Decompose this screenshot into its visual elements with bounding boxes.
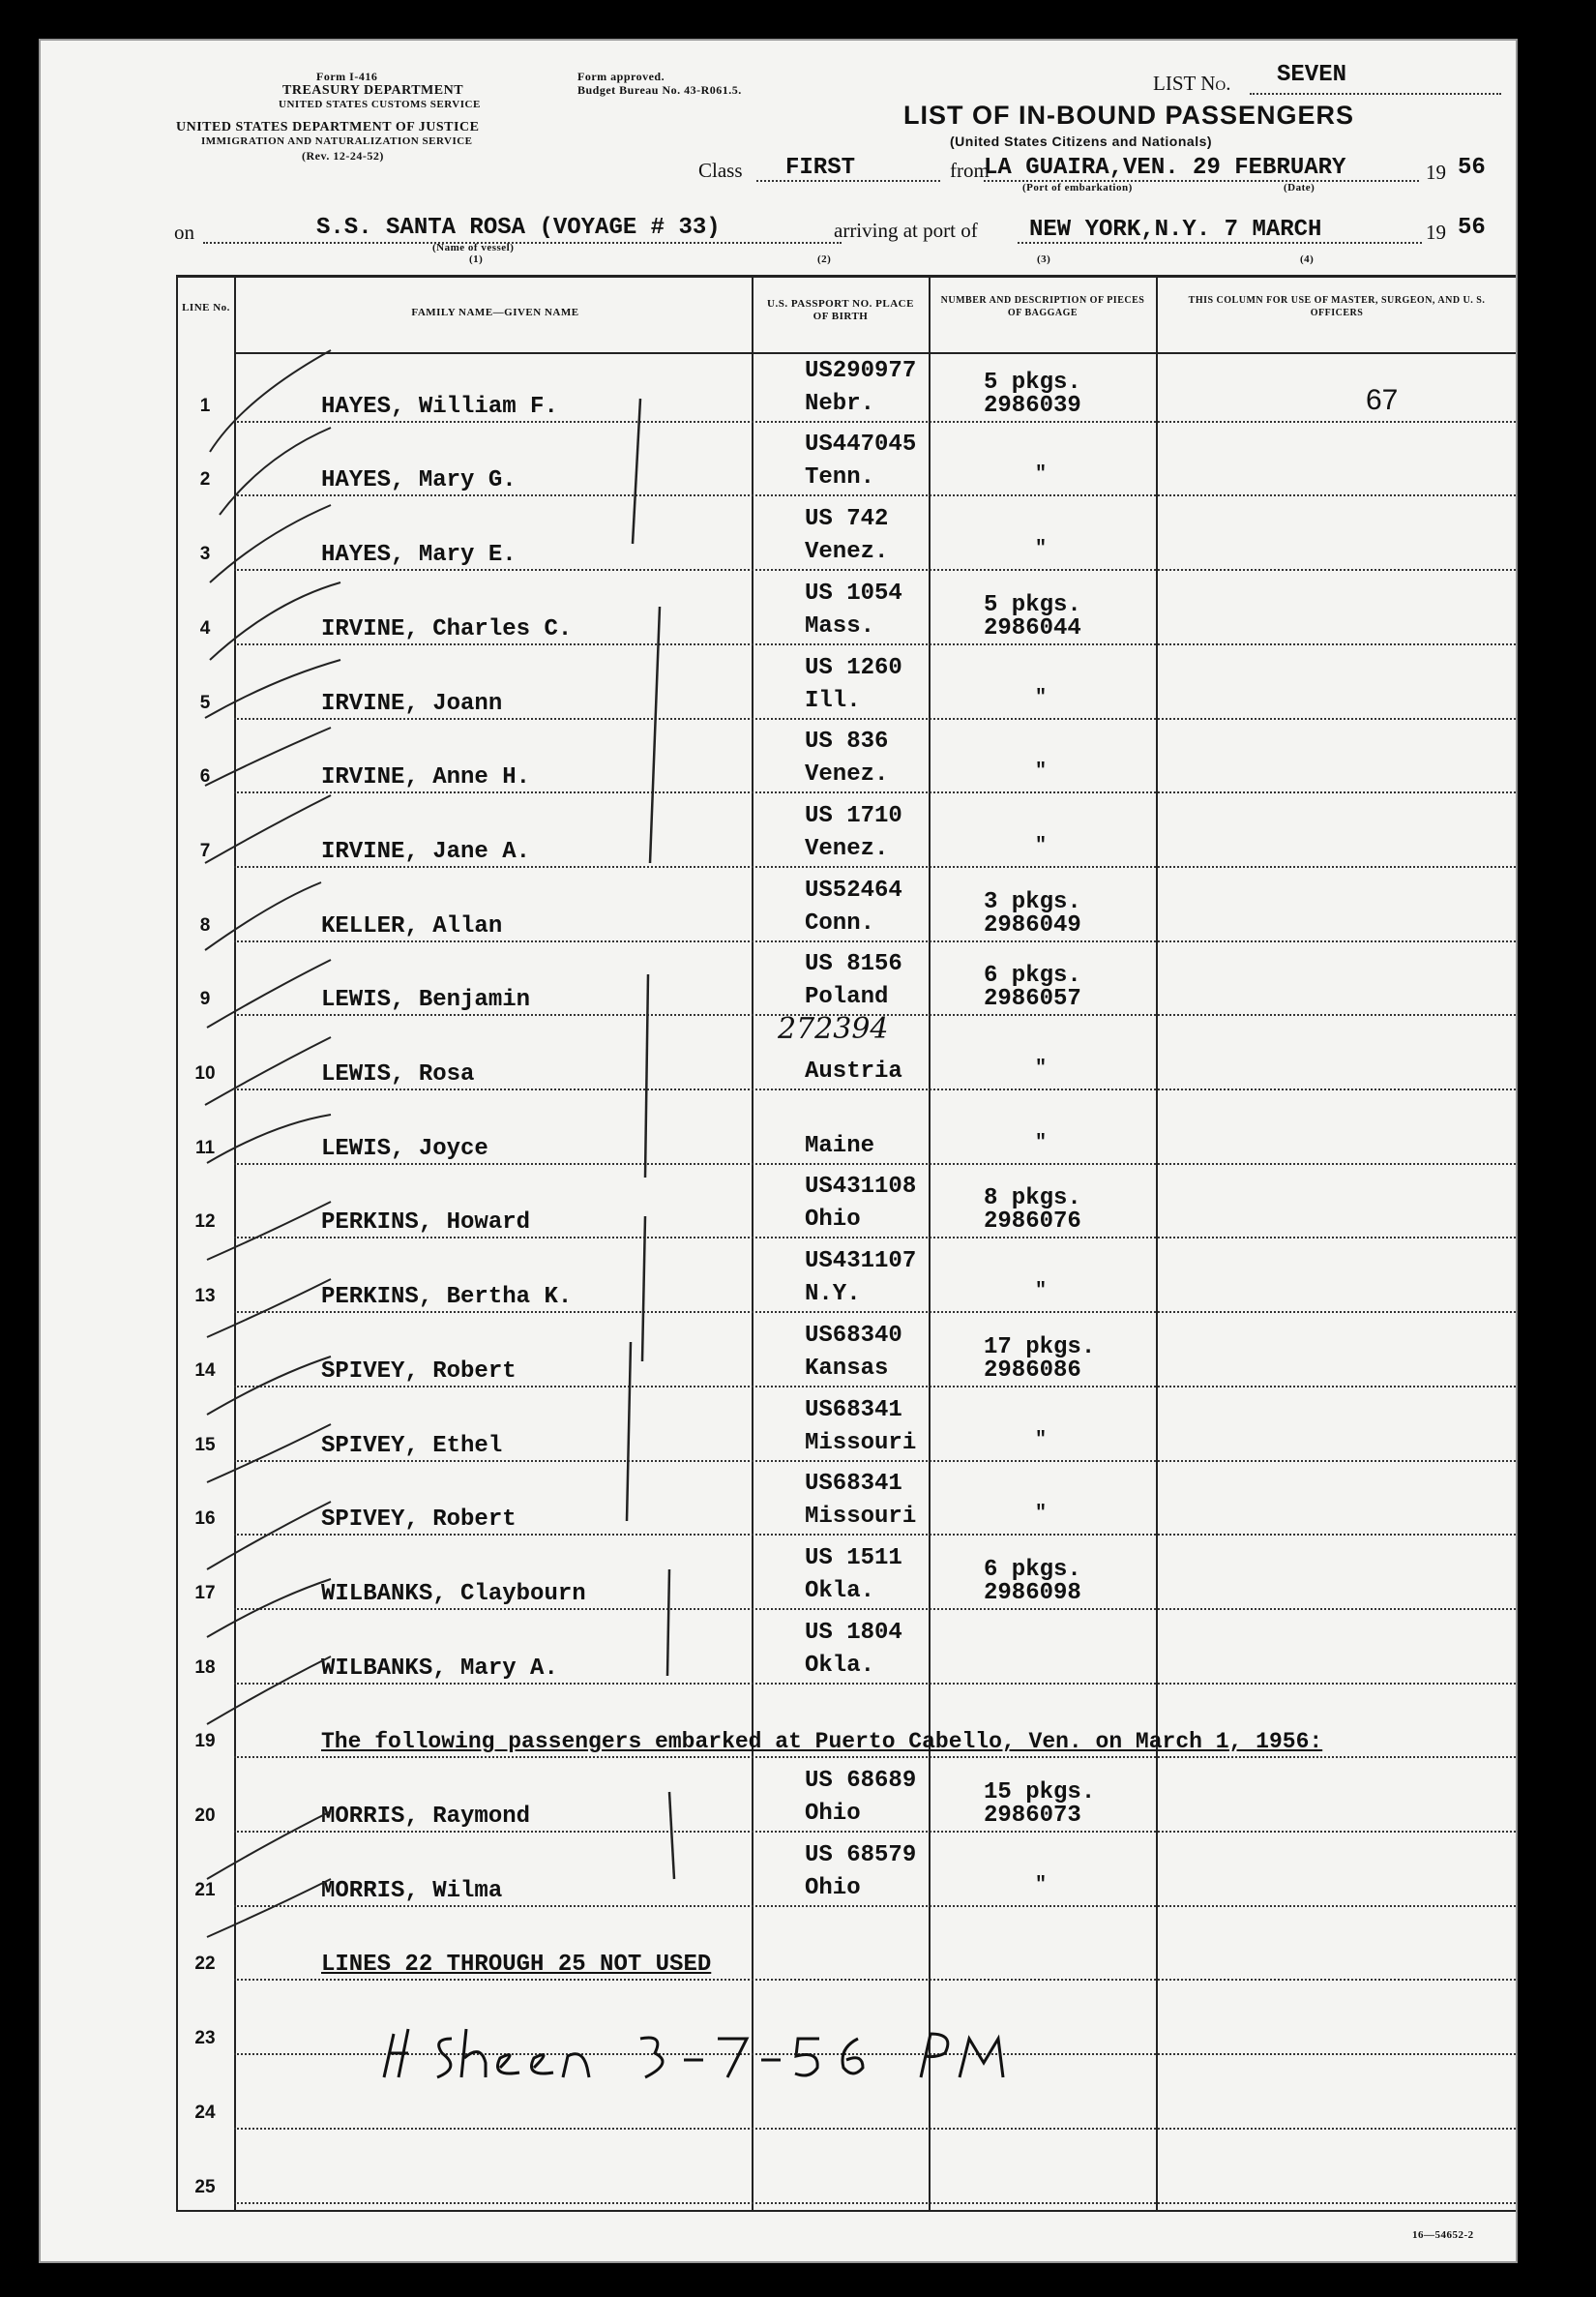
place-of-birth: Okla. <box>805 1577 875 1604</box>
row-line-number: 3 <box>199 544 211 565</box>
row-line-number: 9 <box>199 989 211 1010</box>
footer-code: 16—54652-2 <box>1412 2229 1474 2241</box>
ditto-mark: " <box>1035 1058 1048 1080</box>
row-line-number: 21 <box>194 1879 216 1900</box>
dept-immigration: IMMIGRATION AND NATURALIZATION SERVICE <box>201 135 473 147</box>
row-line-number: 10 <box>194 1063 216 1084</box>
row-line-number: 18 <box>194 1656 216 1678</box>
on-label: on <box>174 221 194 244</box>
passport-number: US 8156 <box>805 951 902 978</box>
passenger-name: SPIVEY, Robert <box>321 1506 517 1534</box>
place-of-birth: Nebr. <box>805 390 875 417</box>
vessel-value: S.S. SANTA ROSA (VOYAGE # 33) <box>316 215 721 241</box>
row-line-number: 8 <box>199 914 211 936</box>
row-line-number: 2 <box>199 469 211 491</box>
dept-customs: UNITED STATES CUSTOMS SERVICE <box>279 99 481 110</box>
caption-3: (3) <box>1037 254 1051 265</box>
baggage-tag-number: 2986076 <box>984 1208 1081 1236</box>
list-no-value: SEVEN <box>1277 62 1347 88</box>
passenger-name: HAYES, Mary G. <box>321 467 517 494</box>
row-line-number: 22 <box>194 1954 216 1975</box>
passport-number: US 68579 <box>805 1841 917 1868</box>
caption-1: (1) <box>469 254 484 265</box>
passenger-name: PERKINS, Bertha K. <box>321 1284 573 1311</box>
place-of-birth: Missouri <box>805 1504 917 1531</box>
arriving-label: arriving at port of <box>834 219 978 242</box>
port-embark-caption: (Port of embarkation) <box>1022 182 1133 194</box>
place-of-birth: Venez. <box>805 761 889 789</box>
passenger-name: IRVINE, Anne H. <box>321 764 531 791</box>
row-line-number: 13 <box>194 1286 216 1307</box>
row-line-number: 11 <box>194 1137 216 1158</box>
year-prefix-2: 19 <box>1426 221 1446 244</box>
place-of-birth: Tenn. <box>805 464 875 492</box>
budget-bureau: Budget Bureau No. 43-R061.5. <box>577 83 742 97</box>
form-title: LIST OF IN-BOUND PASSENGERS <box>903 101 1355 130</box>
row-line-number: 1 <box>199 395 211 416</box>
place-of-birth: N.Y. <box>805 1281 861 1308</box>
place-of-birth: Ohio <box>805 1801 861 1827</box>
passport-number: US 1710 <box>805 802 902 829</box>
place-of-birth: Okla. <box>805 1652 875 1679</box>
baggage-count: 6 pkgs. <box>984 963 1081 990</box>
col-header-officers: THIS COLUMN FOR USE OF MASTER, SURGEON, AND U. S. OFFICERS <box>1188 295 1486 318</box>
passenger-name: WILBANKS, Claybourn <box>321 1580 586 1607</box>
passenger-name: SPIVEY, Robert <box>321 1357 517 1385</box>
baggage-count: 8 pkgs. <box>984 1185 1081 1212</box>
unused-lines-note: LINES 22 THROUGH 25 NOT USED <box>321 1952 712 1979</box>
list-no-label: LIST No. <box>1153 72 1231 95</box>
row-line-number: 4 <box>199 617 211 639</box>
passport-number: US 836 <box>805 729 889 756</box>
arriving-value: NEW YORK,N.Y. 7 MARCH <box>1029 217 1322 243</box>
passenger-name: WILBANKS, Mary A. <box>321 1655 558 1682</box>
col-header-baggage: NUMBER AND DESCRIPTION OF PIECES OF BAGGAGE <box>940 295 1145 318</box>
passport-number: US68340 <box>805 1322 902 1349</box>
baggage-count: 5 pkgs. <box>984 369 1081 396</box>
ditto-mark: " <box>1035 1280 1048 1303</box>
row-line-number: 7 <box>199 840 211 861</box>
class-value: FIRST <box>785 155 856 181</box>
place-of-birth: Austria <box>805 1059 902 1085</box>
year-prefix-1: 19 <box>1426 161 1446 184</box>
date-caption: (Date) <box>1284 182 1315 194</box>
baggage-count: 5 pkgs. <box>984 591 1081 618</box>
baggage-tag-number: 2986057 <box>984 986 1081 1013</box>
place-of-birth: Ohio <box>805 1207 861 1234</box>
from-label: from <box>950 159 990 182</box>
row-line-number: 15 <box>194 1434 216 1455</box>
class-label: Class <box>698 159 743 182</box>
ditto-mark: " <box>1035 686 1048 709</box>
passport-number: US 742 <box>805 506 889 533</box>
ditto-mark: " <box>1035 463 1048 487</box>
ditto-mark: " <box>1035 1503 1048 1526</box>
place-of-birth: Venez. <box>805 539 889 566</box>
place-of-birth: Mass. <box>805 612 875 640</box>
place-of-birth: Kansas <box>805 1355 889 1382</box>
passport-number: US68341 <box>805 1471 902 1498</box>
place-of-birth: Ill. <box>805 687 861 714</box>
form-approved: Form approved. <box>577 70 665 83</box>
passport-number: US68341 <box>805 1396 902 1423</box>
row-line-number: 12 <box>194 1211 216 1233</box>
baggage-tag-number: 2986073 <box>984 1803 1081 1829</box>
baggage-tag-number: 2986049 <box>984 911 1081 939</box>
passport-number: US 68689 <box>805 1768 917 1794</box>
ditto-mark: " <box>1035 761 1048 784</box>
col-header-passport: U.S. PASSPORT NO. PLACE OF BIRTH <box>767 298 914 322</box>
form-subtitle: (United States Citizens and Nationals) <box>950 134 1213 149</box>
ditto-mark: " <box>1035 1428 1048 1451</box>
caption-2: (2) <box>817 254 832 265</box>
row-line-number: 23 <box>194 2028 216 2049</box>
passenger-name: MORRIS, Raymond <box>321 1804 531 1830</box>
passenger-name: SPIVEY, Ethel <box>321 1432 503 1459</box>
signature-drawing <box>365 2010 1042 2087</box>
place-of-birth: Missouri <box>805 1429 917 1456</box>
ditto-mark: " <box>1035 1873 1048 1896</box>
baggage-count: 17 pkgs. <box>984 1333 1096 1360</box>
row-line-number: 19 <box>194 1731 216 1752</box>
passport-number: US 1804 <box>805 1619 902 1646</box>
passport-number: US52464 <box>805 877 902 904</box>
passenger-name: LEWIS, Joyce <box>321 1135 488 1162</box>
year-value-1: 56 <box>1458 155 1486 181</box>
passport-number: US290977 <box>805 357 917 384</box>
passenger-name: IRVINE, Charles C. <box>321 615 573 642</box>
revision-date: (Rev. 12-24-52) <box>302 149 384 163</box>
officer-mark: 67 <box>1366 384 1399 416</box>
form-number: Form I-416 <box>316 70 378 83</box>
col-header-name: FAMILY NAME—GIVEN NAME <box>411 307 579 318</box>
passport-number: US431107 <box>805 1248 917 1275</box>
caption-4: (4) <box>1300 254 1315 265</box>
row-line-number: 25 <box>194 2176 216 2197</box>
year-value-2: 56 <box>1458 215 1486 241</box>
passenger-name: HAYES, Mary E. <box>321 542 517 569</box>
handwritten-signature <box>365 2010 1042 2100</box>
passport-number: US 1511 <box>805 1544 902 1571</box>
baggage-tag-number: 2986098 <box>984 1579 1081 1606</box>
place-of-birth: Venez. <box>805 835 889 862</box>
row-line-number: 5 <box>199 692 211 713</box>
passport-number: US431108 <box>805 1174 917 1201</box>
from-value: LA GUAIRA,VEN. 29 FEBRUARY <box>984 155 1346 181</box>
baggage-count: 6 pkgs. <box>984 1556 1081 1583</box>
passport-number: 272394 <box>778 1012 889 1046</box>
baggage-tag-number: 2986086 <box>984 1357 1081 1384</box>
row-line-number: 24 <box>194 2102 216 2123</box>
row-line-number: 16 <box>194 1508 216 1530</box>
dept-treasury: TREASURY DEPARTMENT <box>282 83 464 98</box>
passport-number: US 1054 <box>805 580 902 607</box>
passenger-name: IRVINE, Jane A. <box>321 838 531 865</box>
handwritten-brackets <box>41 41 1516 2261</box>
passenger-name: PERKINS, Howard <box>321 1209 531 1237</box>
passenger-name: IRVINE, Joann <box>321 690 503 717</box>
passport-number: US447045 <box>805 432 917 459</box>
row-line-number: 6 <box>199 766 211 788</box>
ditto-mark: " <box>1035 538 1048 561</box>
baggage-count: 15 pkgs. <box>984 1779 1096 1805</box>
row-line-number: 20 <box>194 1805 216 1826</box>
place-of-birth: Maine <box>805 1132 875 1159</box>
dept-justice: UNITED STATES DEPARTMENT OF JUSTICE <box>176 120 480 134</box>
baggage-tag-number: 2986044 <box>984 614 1081 641</box>
col-header-line-no: LINE No. <box>182 302 230 313</box>
ditto-mark: " <box>1035 834 1048 857</box>
place-of-birth: Conn. <box>805 910 875 937</box>
embark-note: The following passengers embarked at Puerto Cabello, Ven. on March 1, 1956: <box>321 1729 1323 1755</box>
row-line-number: 17 <box>194 1582 216 1603</box>
passenger-name: MORRIS, Wilma <box>321 1877 503 1904</box>
place-of-birth: Poland <box>805 984 889 1011</box>
vessel-caption: (Name of vessel) <box>432 242 515 254</box>
form-sheet <box>39 39 1518 2263</box>
ditto-mark: " <box>1035 1131 1048 1154</box>
baggage-count: 3 pkgs. <box>984 888 1081 915</box>
passport-number: US 1260 <box>805 654 902 681</box>
passenger-name: HAYES, William F. <box>321 393 558 420</box>
row-line-number: 14 <box>194 1359 216 1381</box>
passenger-name: LEWIS, Rosa <box>321 1061 475 1088</box>
passenger-name: LEWIS, Benjamin <box>321 987 531 1014</box>
place-of-birth: Ohio <box>805 1874 861 1901</box>
baggage-tag-number: 2986039 <box>984 392 1081 419</box>
passenger-name: KELLER, Allan <box>321 912 503 940</box>
